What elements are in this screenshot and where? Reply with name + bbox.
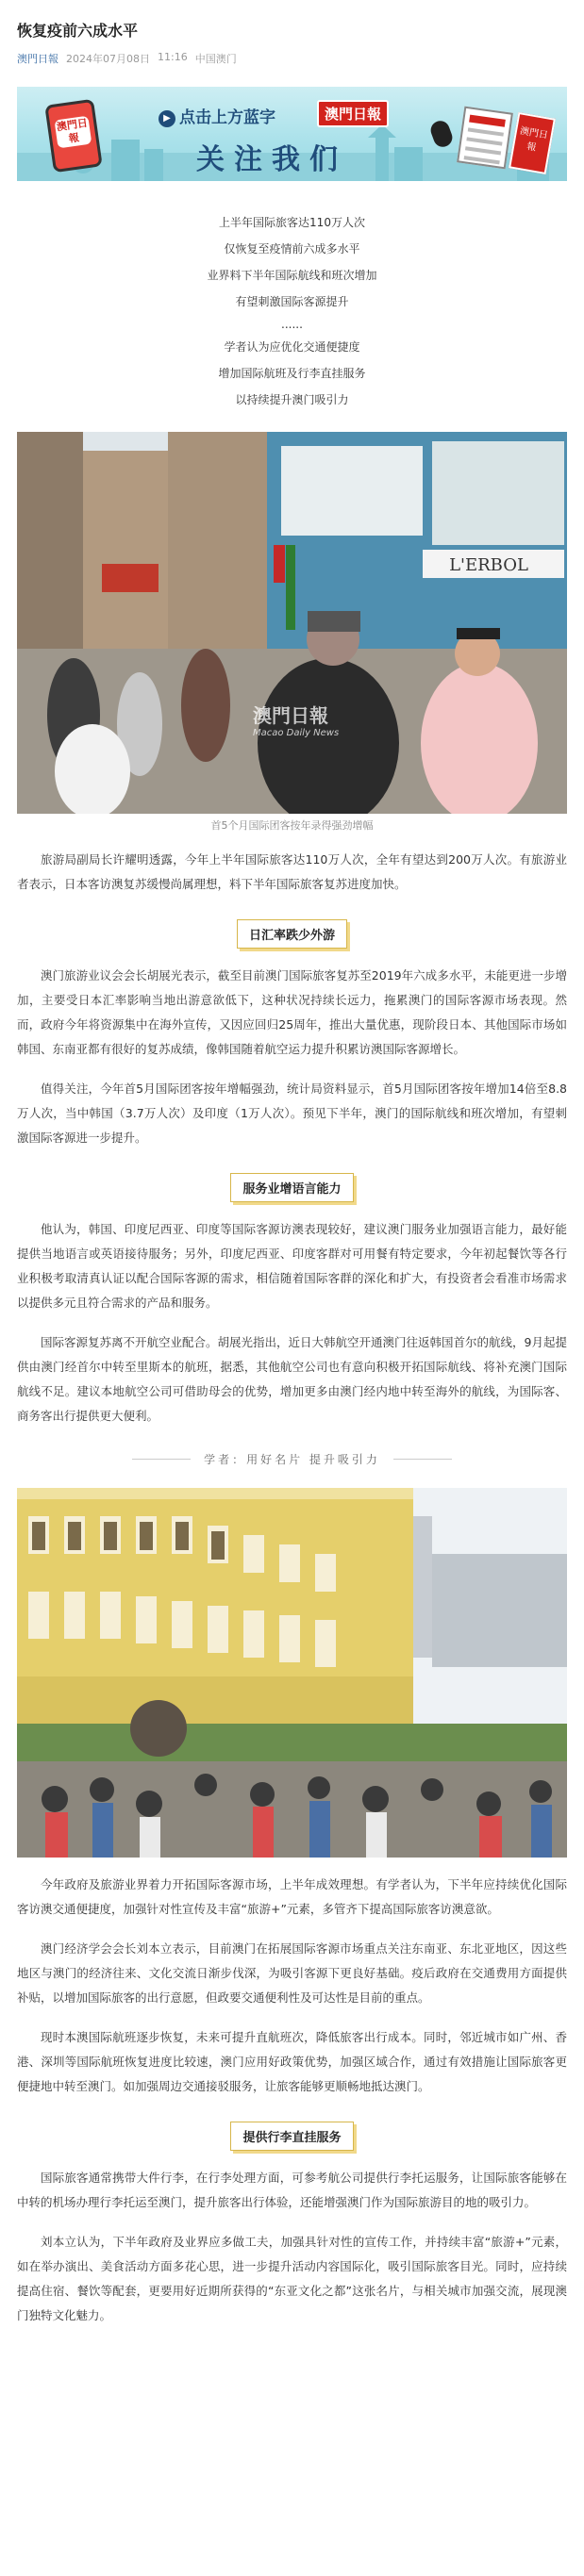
paragraph: 值得关注，今年首5月国际团客按年增幅强劲，统计局资料显示，首5月国际团客按年增加14倍至8.8万人次，当中韩国（3.7万人次）及印度（1万人次）。预见下半年，澳门的国际航线和班次增加，有望刺激国际客源进一步提升。 <box>17 1082 567 1145</box>
paragraph: 刘本立认为，下半年政府及业界应多做工夫，加强具针对性的宣传工作，并持续丰富“旅游+”元素，如在举办演出、美食活动方面多花心思，进一步提升活动内容国际化，吸引国际旅客目光。同时，应持续提高住宿、餐饮等配套，更要用好近期所获得的“东亚文化之都”这张名片，与相关城市加强交流，展现澳门独特文化魅力。 <box>17 2235 567 2322</box>
phone-logo: 澳門日報 <box>55 116 92 149</box>
newspaper-badge: 澳門日報 <box>509 112 556 174</box>
divider <box>393 1459 452 1460</box>
article-meta <box>17 51 567 66</box>
summary-line: 上半年国际旅客达110万人次 <box>219 216 365 229</box>
street-photo <box>17 432 567 814</box>
summary-line: 学者认为应优化交通便捷度 <box>224 340 360 354</box>
section-heading <box>17 1173 567 1202</box>
banner-logo: 澳門日報 <box>317 100 389 127</box>
summary-line: 仅恢复至疫情前六成多水平 <box>224 242 360 256</box>
watermark-text: 澳門日報 <box>253 704 328 727</box>
article-date: 2024年07月08日 <box>66 53 150 65</box>
summary-separator: ...... <box>281 318 303 331</box>
phone-illustration <box>44 99 103 173</box>
subtitle-note <box>17 1451 567 1467</box>
photo-caption: 首5个月国际团客按年录得强劲增幅 <box>210 819 374 832</box>
bottom-spacer <box>17 2328 567 2347</box>
divider <box>132 1459 191 1460</box>
newspaper-icon <box>457 107 513 170</box>
section-heading-text: 日汇率跌少外游 <box>237 919 347 949</box>
square-photo-image <box>17 1488 567 1858</box>
summary-line: 增加国际航班及行李直挂服务 <box>218 367 366 380</box>
summary-block <box>17 209 567 413</box>
subtitle-note-text: 学者：用好名片 提升吸引力 <box>204 1453 380 1466</box>
article-source-link[interactable]: 澳門日報 <box>17 53 58 65</box>
section-heading <box>17 2122 567 2151</box>
summary-line: 业界料下半年国际航线和班次增加 <box>207 269 377 282</box>
section-heading-text: 提供行李直挂服务 <box>230 2122 353 2151</box>
article-region: 中国澳门 <box>194 53 237 65</box>
play-icon: ▶ <box>159 110 175 127</box>
paragraph: 他认为，韩国、印度尼西亚、印度等国际客源访澳表现较好，建议澳门服务业加强语言能力，最好能提供当地语言或英语接待服务；另外，印度尼西亚、印度客群对可用餐有特定要求，今年初起餐饮等各行业积极考取清真认证以配合国际客源的需求，相信随着国际客群的深化和扩大，有投资者会看准市场需求以提供多元且符合需求的产品和服务。 <box>17 1222 567 1310</box>
paragraph: 国际客源复苏离不开航空业配合。胡展光指出，近日大韩航空开通澳门往返韩国首尔的航线，9月起提供由澳门经首尔中转至里斯本的航班，据悉，其他航空公司也有意向积极开拓国际航线、将补充澳门国际航线不足。建议本地航空公司可借助母会的优势，增加更多由澳门经内地中转至海外的航线，为国际客、商务客出行提供更大便利。 <box>17 1335 567 1423</box>
paragraph: 国际旅客通常携带大件行李，在行李处理方面，可参考航公司提供行李托运服务，让国际旅客能够在中转的机场办理行李托运至澳门，提升旅客出行体验，还能增强澳门作为国际旅游目的地的吸引力。 <box>17 2171 567 2209</box>
summary-line: 以持续提升澳门吸引力 <box>235 393 349 406</box>
paragraph: 旅游局副局长许耀明透露，今年上半年国际旅客达110万人次，全年有望达到200万人次。有旅游业者表示，日本客访澳复苏缓慢尚属理想，料下半年国际旅客复苏进度加快。 <box>17 852 567 891</box>
watermark-en: Macao Daily News <box>253 728 340 738</box>
paragraph: 澳门旅游业议会会长胡展光表示，截至目前澳门国际旅客复苏至2019年六成多水平，未能更进一步增加，主要受日本汇率影响当地出游意欲低下，这种状况持续长远力，拖累澳门的国际客源市场表现。然而，政府今年将资源集中在海外宣传，又因应回归25周年，推出大量优惠，现阶段日本、其他国际市场如韩国、东南亚都有很好的复苏成绩，像韩国随着航空运力提升积累访澳国际客源增长。 <box>17 968 567 1056</box>
banner-follow-text: 关注我们 <box>196 143 347 176</box>
banner-tagline-text: 点击上方蓝字 <box>179 108 275 127</box>
article-time: 11:16 <box>158 51 188 63</box>
square-photo <box>17 1488 567 1858</box>
paragraph: 现时本澳国际航班逐步恢复，未来可提升直航班次，降低旅客出行成本。同时，邻近城市如广州、香港、深圳等国际航班恢复进度比较速，澳门应用好政策优势，加强区域合作，通过有效措施让国际旅客更便捷地中转至澳门。如加强周边交通接驳服务，让旅客能够更顺畅地抵达澳门。 <box>17 2030 567 2093</box>
street-photo-image <box>17 432 567 814</box>
section-heading <box>17 919 567 949</box>
watermark <box>253 701 339 738</box>
section-heading-text: 服务业增语言能力 <box>230 1173 353 1202</box>
shop-sign: L'ERBOL <box>449 555 528 575</box>
paragraph: 今年政府及旅游业界着力开拓国际客源市场，上半年成效理想。有学者认为，下半年应持续优化国际客访澳交通便捷度，加强针对性宣传及丰富“旅游+”元素，多管齐下提高国际旅客访澳意欲。 <box>17 1877 567 1916</box>
paragraph: 澳门经济学会会长刘本立表示，目前澳门在拓展国际客源市场重点关注东南亚、东北亚地区，因这些地区与澳门的经济往来、文化交流日渐步伐深，为吸引客源下更良好基础。疫后政府在交通费用方面提供补贴，以增加国际旅客的出行意愿，但政要交通便利性及可达性是目前的重点。 <box>17 1941 567 2005</box>
banner-tagline <box>159 104 275 127</box>
article-title: 恢复疫前六成水平 <box>17 22 139 40</box>
summary-line: 有望刺激国际客源提升 <box>235 295 349 308</box>
follow-banner[interactable] <box>17 87 567 181</box>
